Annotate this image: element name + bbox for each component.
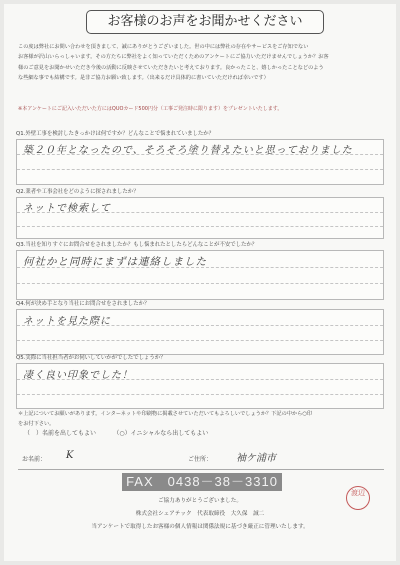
question-3-answer: 何社かと同時にまずは連絡しました [23,256,207,268]
question-3-answer-box[interactable] [16,250,384,300]
question-5-answer: 凄く良い印象でした！ [23,370,133,381]
option-initial-allowed[interactable]: （○）イニシャルなら出してもよい [113,430,209,437]
question-4-answer: ネットを見た際に [23,316,111,327]
question-1-answer: 築２０年となったので、そろそろ塗り替えたいと思っておりました [23,145,353,156]
ruled-line [17,394,383,395]
question-5-answer-box[interactable] [16,363,384,409]
consent-line-1: ＊上記についてお願いがあります。インターネットや印刷物に掲載させていただいてもよろしいでしょうか？下記の中から○印 [18,411,313,417]
consent-options [18,429,384,439]
ruled-line [17,340,383,341]
option-name-allowed[interactable]: （ ）名前を出してもよい [24,430,97,437]
seal-stamp: 渡辺 [346,486,370,510]
company-text: 株式会社シェアテック 代表取締役 大久保 誠二 [135,511,265,517]
name-field[interactable]: K [66,450,74,461]
question-4 [16,300,384,355]
quo-card-note: ※本アンケートにご記入いただいた方にはQUOカード500円分（工事ご発注時に限ります）をプレゼントいたします。 [18,106,283,112]
intro-text [18,42,384,84]
question-3-label: Q3.当社を知りすぐにお問合せをされましたか？もし悩まれたとしたらどんなことが不安でしたか？ [16,242,258,248]
privacy-text: 当アンケートで取得したお客様の個人情報は関係法規に基づき厳正に管理いたします。 [91,524,309,530]
thanks-text: ご協力ありがとうございました。 [158,498,242,504]
survey-sheet [4,4,396,561]
name-label: お名前： [22,456,47,463]
consent-line-2: をお付下さい。 [18,421,55,427]
intro-line: お客様が沢山いらっしゃいます。その方たちに弊社をよく知っていただくためのアンケートにご協力いただけませんでしょうか？お客 [18,54,329,61]
address-label: ご住所： [188,456,213,463]
question-1-label: Q1.外壁工事を検討したきっかけは何ですか？どんなことで悩まれていましたか？ [16,131,215,137]
intro-line: 様のご意見をお聞かせいただき今後の活動に反映させていただきたいと考えております。良かったこと、嬉しかったことなどのよう [18,64,324,71]
question-2 [16,188,384,239]
question-2-answer-box[interactable] [16,197,384,239]
question-2-answer: ネットで検索して [23,203,111,214]
question-5 [16,354,384,409]
address-field[interactable]: 袖ケ浦市 [236,453,276,464]
form-title: お客様のお声をお聞かせください [86,10,324,34]
ruled-line [17,283,383,284]
question-3 [16,241,384,300]
question-2-label: Q2.業者や工事会社をどのように探されましたか？ [16,189,139,195]
fax-number: FAX 0438－38－3310 [122,473,282,491]
ruled-line [17,226,383,227]
question-1-answer-box[interactable] [16,139,384,185]
intro-line: この度は弊社にお問い合わせを頂きまして、誠にありがとうございました。世の中には弊社の存在やサービスをご存知でない [18,44,309,50]
intro-line: な些細な事でも結構です。是非ご協力お願い致します。（出来るだけ具体的に書いていただければ幸いです） [18,75,269,82]
consent-section [18,409,384,439]
signature-row [18,451,384,470]
ruled-line [17,169,383,170]
question-4-answer-box[interactable] [16,309,384,355]
question-4-label: Q4.何が決め手となり当社にお問合せをされましたか？ [16,301,150,307]
question-1 [16,130,384,185]
question-5-label: Q5.実際に当社担当者がお伺いしていかがでしたでしょうか？ [16,355,166,361]
